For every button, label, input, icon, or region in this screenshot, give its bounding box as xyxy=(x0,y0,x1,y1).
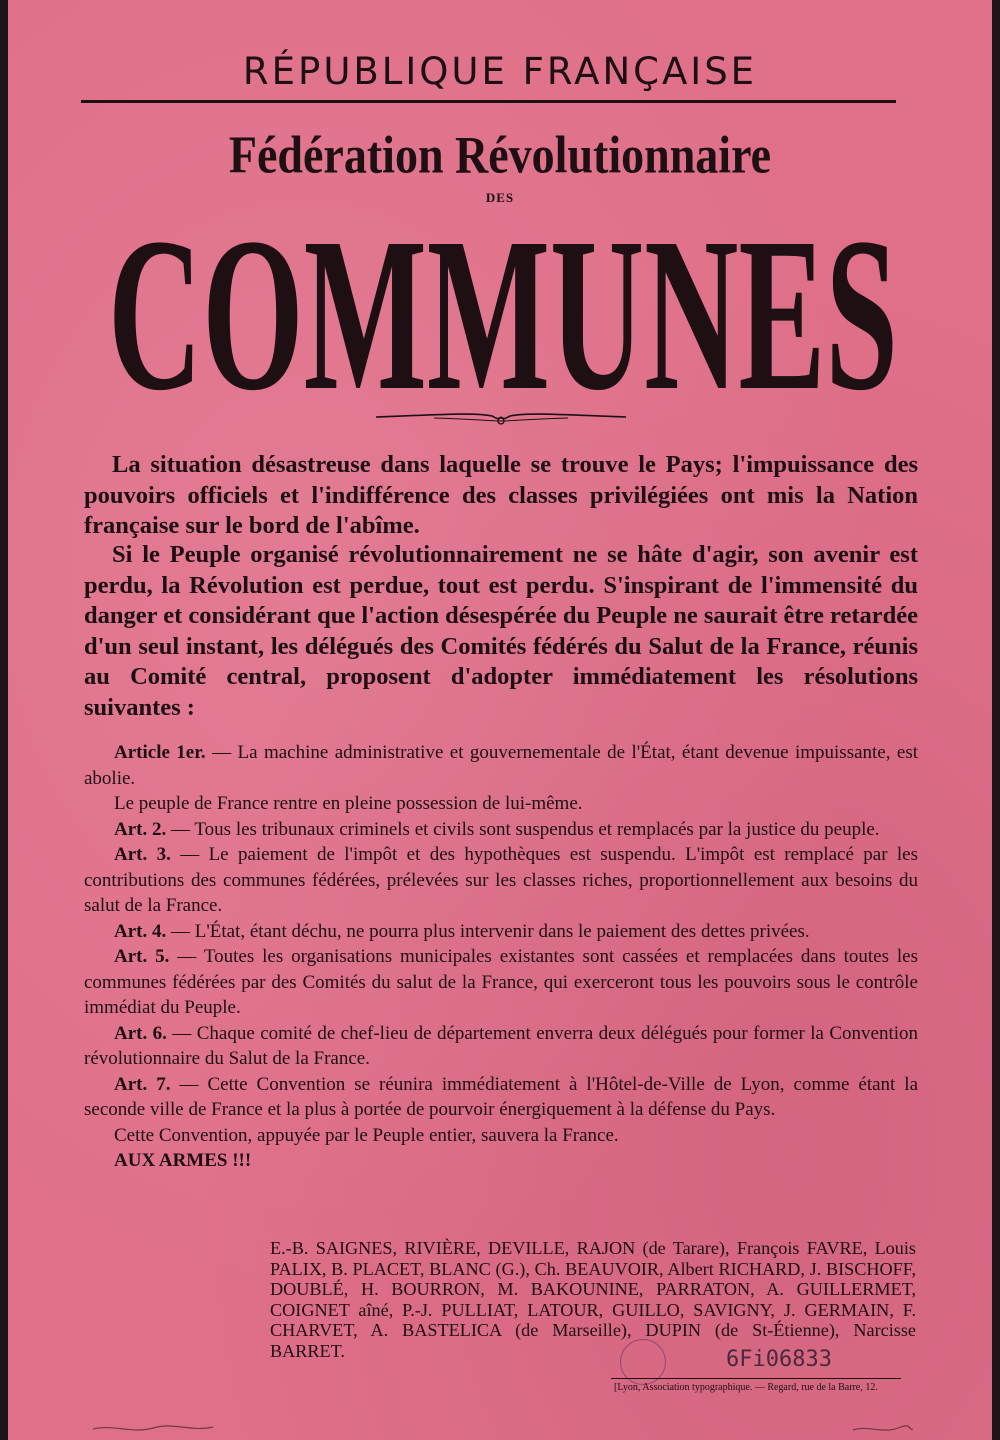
imprint-rule xyxy=(611,1378,901,1379)
des-label: DES xyxy=(485,190,515,205)
article-label: Art. 3. xyxy=(114,844,171,865)
article-text: Le peuple de France rentre en pleine possession de lui-même. xyxy=(114,793,583,814)
article-label: Article 1er. xyxy=(114,742,206,763)
article-item xyxy=(84,740,918,791)
poster xyxy=(8,0,992,1440)
republique-heading: RÉPUBLIQUE FRANÇAISE xyxy=(242,50,758,93)
margin-scribble-icon xyxy=(93,1422,913,1436)
article-item xyxy=(84,919,918,945)
article-item xyxy=(84,1021,918,1072)
article-item xyxy=(84,817,918,843)
article-item xyxy=(84,791,918,817)
article-text: — Cette Convention se réunira immédiatement à l'Hôtel-de-Ville de Lyon, comme étant la seconde ville de France et la plus à portée de pourvoir énergiquement à la défense du Pays. xyxy=(84,1073,919,1120)
preamble-paragraph-1 xyxy=(84,450,918,542)
communes-title-text: COMMUNES xyxy=(108,212,899,402)
printer-imprint: [Lyon, Association typographique. — Regard, rue de la Barre, 12. xyxy=(614,1382,878,1393)
article-text: — Le paiement de l'impôt et des hypothèques est suspendu. L'impôt est remplacé par les contributions des communes fédérées, prélevées sur les classes riches, proportionnellement aux besoins du salut de la France. xyxy=(84,844,918,916)
article-text: — Chaque comité de chef-lieu de département enverra deux délégués pour former la Convention révolutionnaire du Salut de la France. xyxy=(84,1022,919,1069)
article-text: — Tous les tribunaux criminels et civils sont suspendus et remplacés par la justice du peuple. xyxy=(170,818,880,840)
aux-armes xyxy=(84,1148,918,1174)
article-label: Art. 6. xyxy=(114,1022,167,1044)
closing-line xyxy=(84,1123,918,1149)
article-item xyxy=(84,842,918,919)
article-item xyxy=(84,944,918,1021)
article-label: Art. 5. xyxy=(114,946,170,967)
preamble-paragraph-2 xyxy=(84,540,918,723)
ornament-divider xyxy=(374,406,628,428)
signatures-block: E.-B. SAIGNES, RIVIÈRE, DEVILLE, RAJON (de Tarare), François FAVRE, Louis PALIX, B. PLACET, BLANC (G.), Ch. BEAUVOIR, Albert RICHARD, J. BISCHOFF, DOUBLÉ, H. BOURRON, M. BAKOUNINE, PARRATON, A. GUILLERMET, COIGNET aîné, P.-J. PULLIAT, LATOUR, GUILLO, SAVIGNY, J. GERMAIN, F. CHARVET, A. BASTELICA (de Marseille), DUPIN (de St-Étienne), Narcisse BARRET. xyxy=(270,1238,916,1361)
federation-heading: Fédération Révolutionnaire xyxy=(228,125,772,184)
communes-title xyxy=(103,212,903,402)
article-label: Art. 7. xyxy=(114,1073,171,1095)
article-label: Art. 2. xyxy=(114,818,167,840)
preamble-text-2: Si le Peuple organisé révolutionnairement ne se hâte d'agir, son avenir est perdu, la Révolution est perdue, tout est perdu. S'inspirant de l'immensité du danger et considérant que l'action désespérée du Peuple ne saurait être retardée d'un seul instant, les délégués des Comités fédérés du Salut de la France, réunis au Comité central, proposent d'adopter immédiatement les résolutions suivantes : xyxy=(84,541,918,721)
article-text: — Toutes les organisations municipales existantes sont cassées et remplacées dans toutes les communes fédérées par des Comités du salut de la France, qui exerceront tous les pouvoirs sous le contrôle immédiat du Peuple. xyxy=(84,946,919,1018)
aux-armes-text: AUX ARMES !!! xyxy=(114,1150,252,1171)
article-item xyxy=(84,1072,918,1123)
preamble-text-1: La situation désastreuse dans laquelle se trouve le Pays; l'impuissance des pouvoirs officiels et l'indifférence des classes privilégiées ont mis la Nation française sur le bord de l'abîme. xyxy=(84,451,918,539)
article-text: — La machine administrative et gouvernementale de l'État, étant devenue impuissante, est abolie. xyxy=(84,742,918,789)
header-rule xyxy=(81,100,896,103)
archive-call-number: 6Fi06833 xyxy=(726,1347,832,1372)
article-text: — L'État, étant déchu, ne pourra plus intervenir dans le paiement des dettes privées. xyxy=(170,920,810,942)
article-label: Art. 4. xyxy=(114,920,167,942)
closing-text: Cette Convention, appuyée par le Peuple entier, sauvera la France. xyxy=(114,1124,619,1146)
articles-list xyxy=(84,740,918,1174)
